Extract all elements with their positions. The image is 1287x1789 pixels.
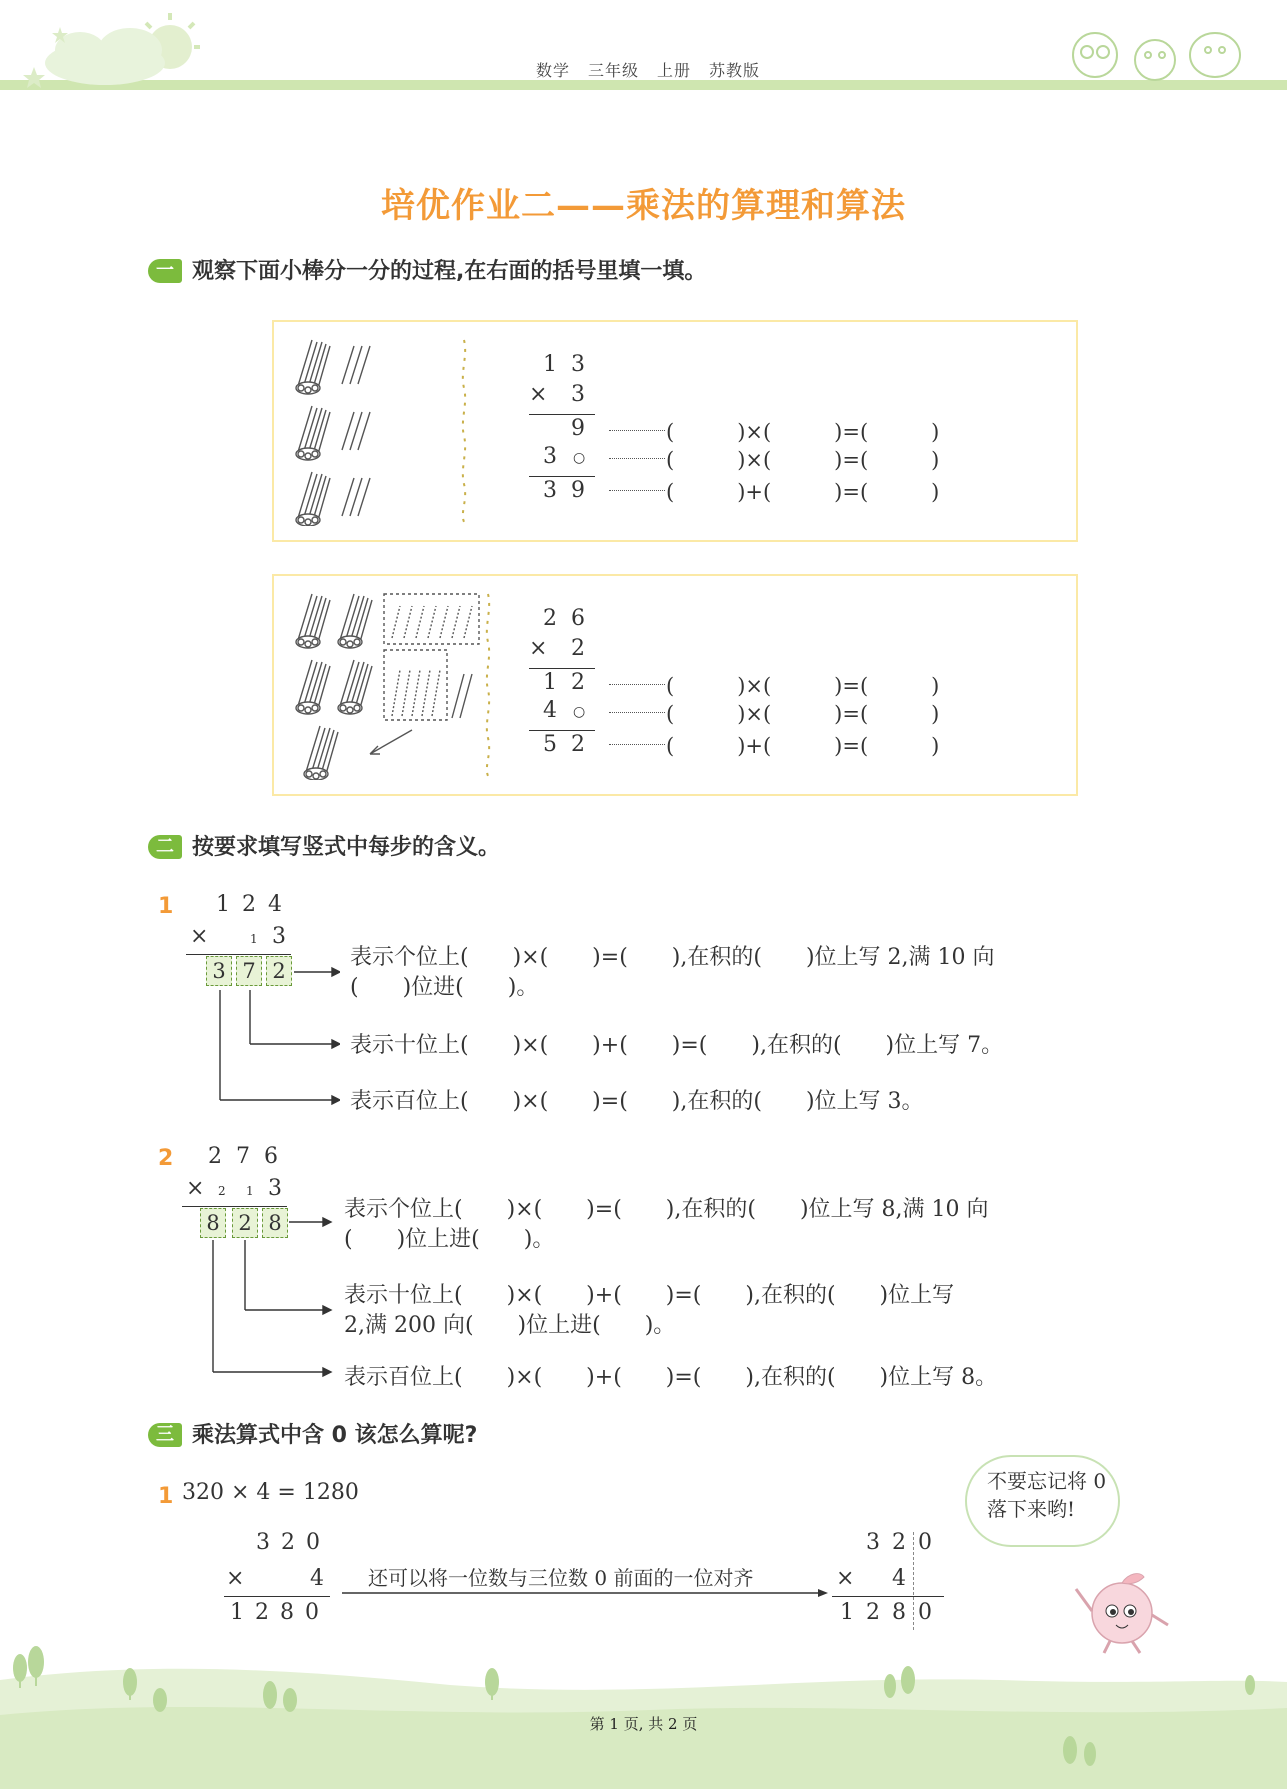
section-3-text: 乘法算式中含 0 该怎么算呢? <box>192 1423 478 1448</box>
section-2-text: 按要求填写竖式中每步的含义。 <box>192 835 501 860</box>
vertical-calc-1: 1 3 × 3 9 3 ○ 3 9 <box>529 352 609 522</box>
fill-row-1-3[interactable]: ( )+( )=( ) <box>666 480 940 504</box>
page-footer: 第 1 页, 共 2 页 <box>589 1715 698 1733</box>
fill-row-2-1[interactable]: ( )×( )=( ) <box>666 674 940 698</box>
q2-2-line1b[interactable]: ( )位上进( )。 <box>344 1227 555 1252</box>
bundle-3 <box>296 472 330 526</box>
arrows-q2-2 <box>205 1210 335 1380</box>
header-text: 数学 三年级 上册 苏教版 <box>536 61 761 80</box>
q2-2-line1a[interactable]: 表示个位上( )×( )=( ),在积的( )位上写 8,满 10 向 <box>344 1197 989 1222</box>
result-digit: 2 <box>266 956 292 986</box>
stick-box-1 <box>272 320 1078 542</box>
fill-row-1-1[interactable]: ( )×( )=( ) <box>666 420 940 444</box>
arrows-q2-1 <box>210 960 340 1110</box>
fill-row-2-3[interactable]: ( )+( )=( ) <box>666 734 940 758</box>
vertical-calc-2: 2 6 × 2 1 2 4 ○ 5 2 <box>529 606 609 776</box>
result-digit: 3 <box>206 956 232 986</box>
q2-2-line2b[interactable]: 2,满 200 向( )位上进( )。 <box>344 1313 676 1338</box>
sun-cloud-decoration <box>20 5 200 90</box>
section-1-heading <box>148 254 706 285</box>
q2-2-line2a[interactable]: 表示十位上( )×( )+( )=( ),在积的( )位上写 <box>344 1283 955 1308</box>
q2-1-line1a[interactable]: 表示个位上( )×( )=( ),在积的( )位上写 2,满 10 向 <box>350 945 995 970</box>
align-arrow <box>340 1586 830 1600</box>
result-digit: 2 <box>232 1208 258 1238</box>
result-digit: 8 <box>262 1208 288 1238</box>
vertical-calc-q2-2: 2 7 6 × 2 1 3 <box>186 1144 306 1244</box>
sticks-illustration-1 <box>292 336 482 526</box>
vertical-calc-q2-1: 1 2 4 × 1 3 <box>190 892 310 992</box>
equation: 320 × 4 = 1280 <box>182 1480 359 1505</box>
sticks-illustration-2 <box>292 590 502 780</box>
align-hint-text: 还可以将一位数与三位数 0 前面的一位对齐 <box>368 1566 754 1590</box>
result-digit: 7 <box>236 956 262 986</box>
cartoon-animals-decoration <box>1060 15 1260 85</box>
question-number: 2 <box>158 1146 174 1171</box>
section-2-tag: 二 <box>148 835 182 859</box>
section-3-tag: 三 <box>148 1423 182 1447</box>
bundle-2 <box>296 406 330 460</box>
section-3-heading <box>148 1418 477 1449</box>
section-1-text: 观察下面小棒分一分的过程,在右面的括号里填一填。 <box>192 259 707 284</box>
hint-bubble: 不要忘记将 0 落下来哟! <box>965 1455 1120 1547</box>
result-digit: 8 <box>200 1208 226 1238</box>
dotted-divider-1 <box>463 340 465 522</box>
section-1-tag: 一 <box>148 259 182 283</box>
question-number: 1 <box>158 894 174 919</box>
q2-1-line3[interactable]: 表示百位上( )×( )=( ),在积的( )位上写 3。 <box>350 1089 924 1114</box>
q2-1-line2[interactable]: 表示十位上( )×( )+( )=( ),在积的( )位上写 7。 <box>350 1033 1004 1058</box>
stick-box-2 <box>272 574 1078 796</box>
question-number: 1 <box>158 1484 174 1509</box>
vertical-calc-left: 3 2 0 × 4 1 2 8 0 <box>220 1530 340 1630</box>
fill-row-2-2[interactable]: ( )×( )=( ) <box>666 702 940 726</box>
q2-2-line3[interactable]: 表示百位上( )×( )+( )=( ),在积的( )位上写 8。 <box>344 1365 998 1390</box>
vertical-calc-right: 3 2 0 × 4 1 2 8 0 <box>832 1530 952 1630</box>
section-2-heading <box>148 830 500 861</box>
page-title: 培优作业二——乘法的算理和算法 <box>381 186 906 226</box>
bundle-1 <box>296 340 330 394</box>
fill-row-1-2[interactable]: ( )×( )=( ) <box>666 448 940 472</box>
q2-1-line1b[interactable]: ( )位进( )。 <box>350 975 539 1000</box>
